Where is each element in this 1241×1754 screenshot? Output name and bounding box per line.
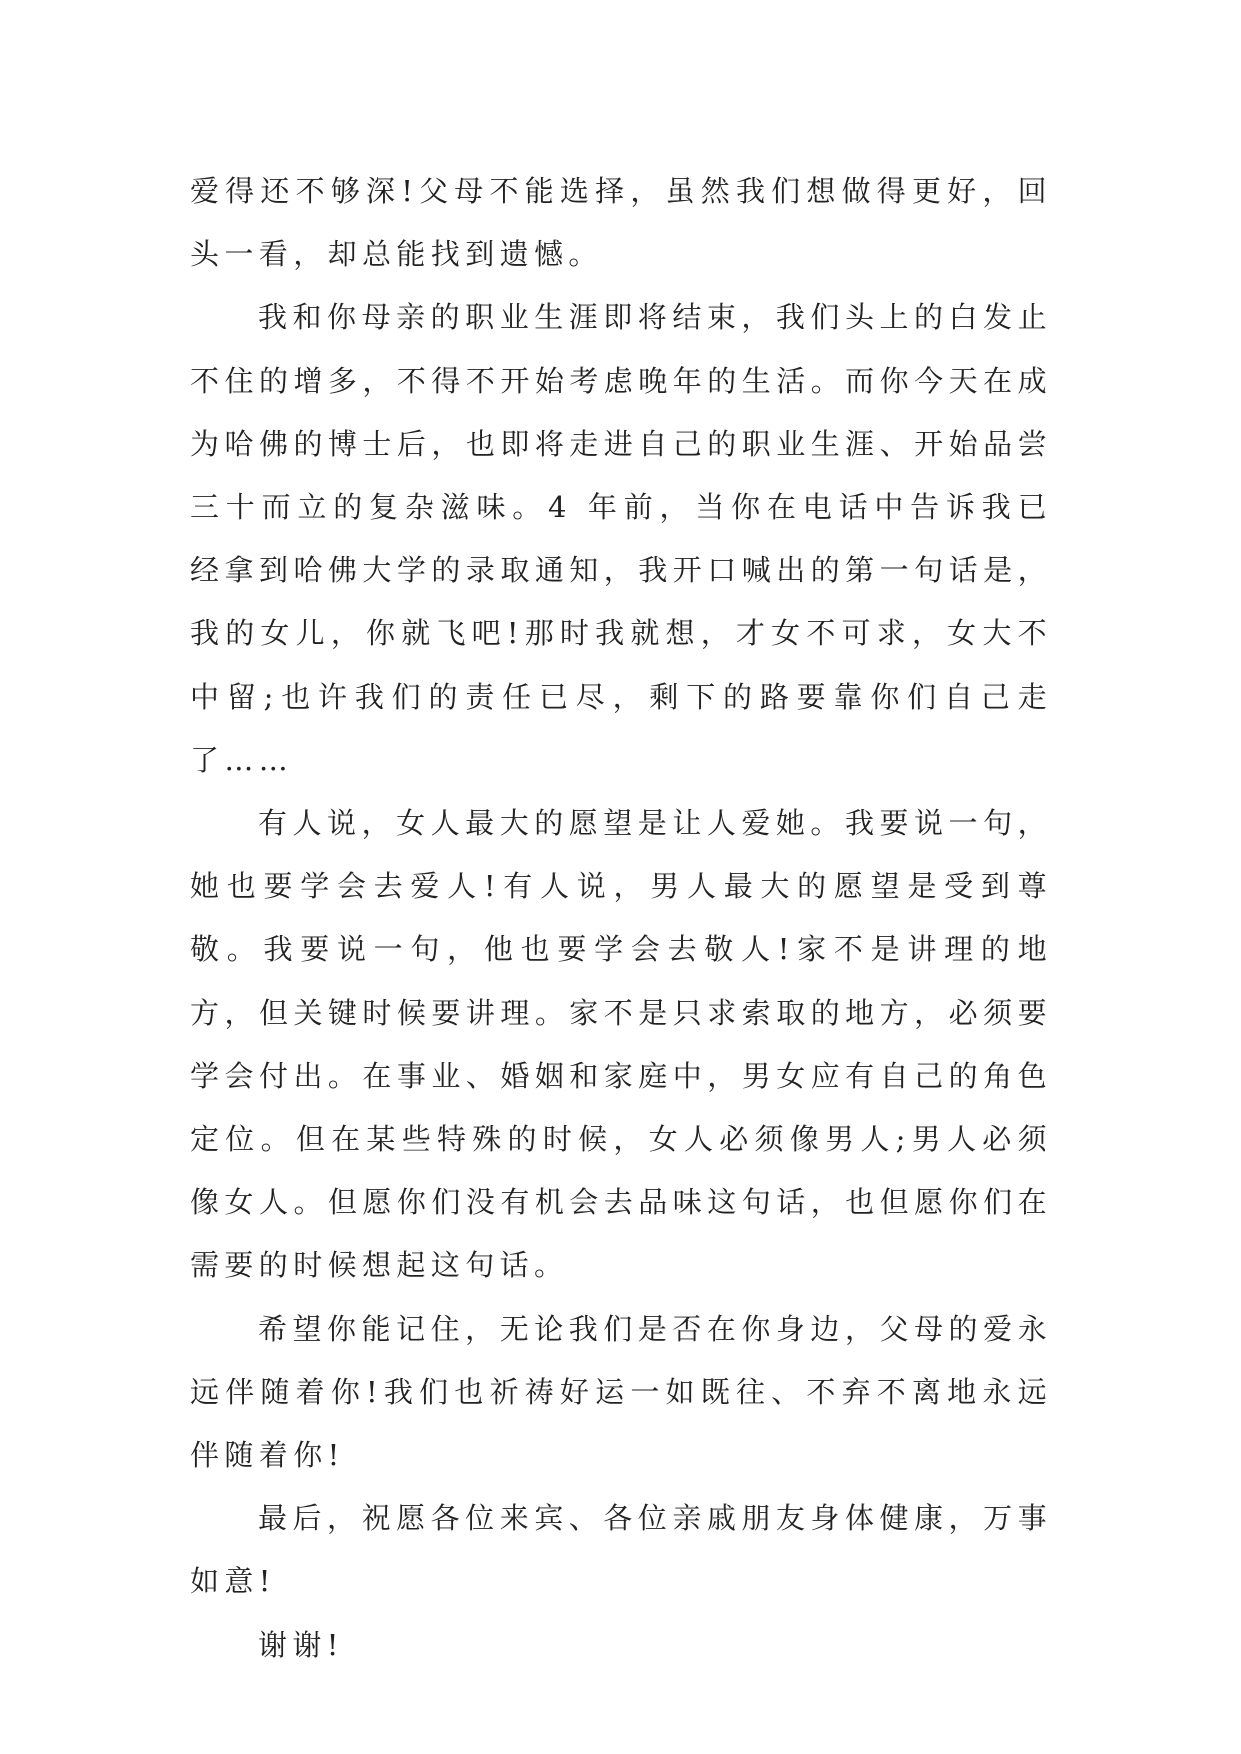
paragraph-thanks: 谢谢! [258,1627,344,1662]
paragraph-continuation: 爱得还不够深!父母不能选择，虽然我们想做得更好，回头一看，却总能找到遗憾。 [190,174,1052,272]
paragraph-blessing: 最后，祝愿各位来宾、各位亲戚朋友身体健康，万事如意! [190,1501,1052,1599]
paragraph-career: 我和你母亲的职业生涯即将结束，我们头上的白发止不住的增多，不得不开始考虑晚年的生活。而你今天在成为哈佛的博士后，也即将走进自己的职业生涯、开始品尝三十而立的复杂滋味。4 年前，当你在电话中告诉我已经拿到哈佛大学的录取通知，我开口喊出的第一句话是，我的女儿，你就飞吧!那时我就想，才女不可求，女大不中留;也许我们的责任已尽，剩下的路要靠你们自己走了…… [190,300,1052,777]
paragraph-wishes: 希望你能记住，无论我们是否在你身边，父母的爱永远伴随着你!我们也祈祷好运一如既往、不弃不离地永远伴随着你! [190,1311,1052,1473]
paragraph-advice: 有人说，女人最大的愿望是让人爱她。我要说一句，她也要学会去爱人!有人说，男人最大的愿望是受到尊敬。我要说一句，他也要学会去敬人!家不是讲理的地方，但关键时候要讲理。家不是只求索取的地方，必须要学会付出。在事业、婚姻和家庭中，男女应有自己的角色定位。但在某些特殊的时候，女人必须像男人;男人必须像女人。但愿你们没有机会去品味这句话，也但愿你们在需要的时候想起这句话。 [190,806,1052,1283]
letter-body [190,160,1052,1677]
